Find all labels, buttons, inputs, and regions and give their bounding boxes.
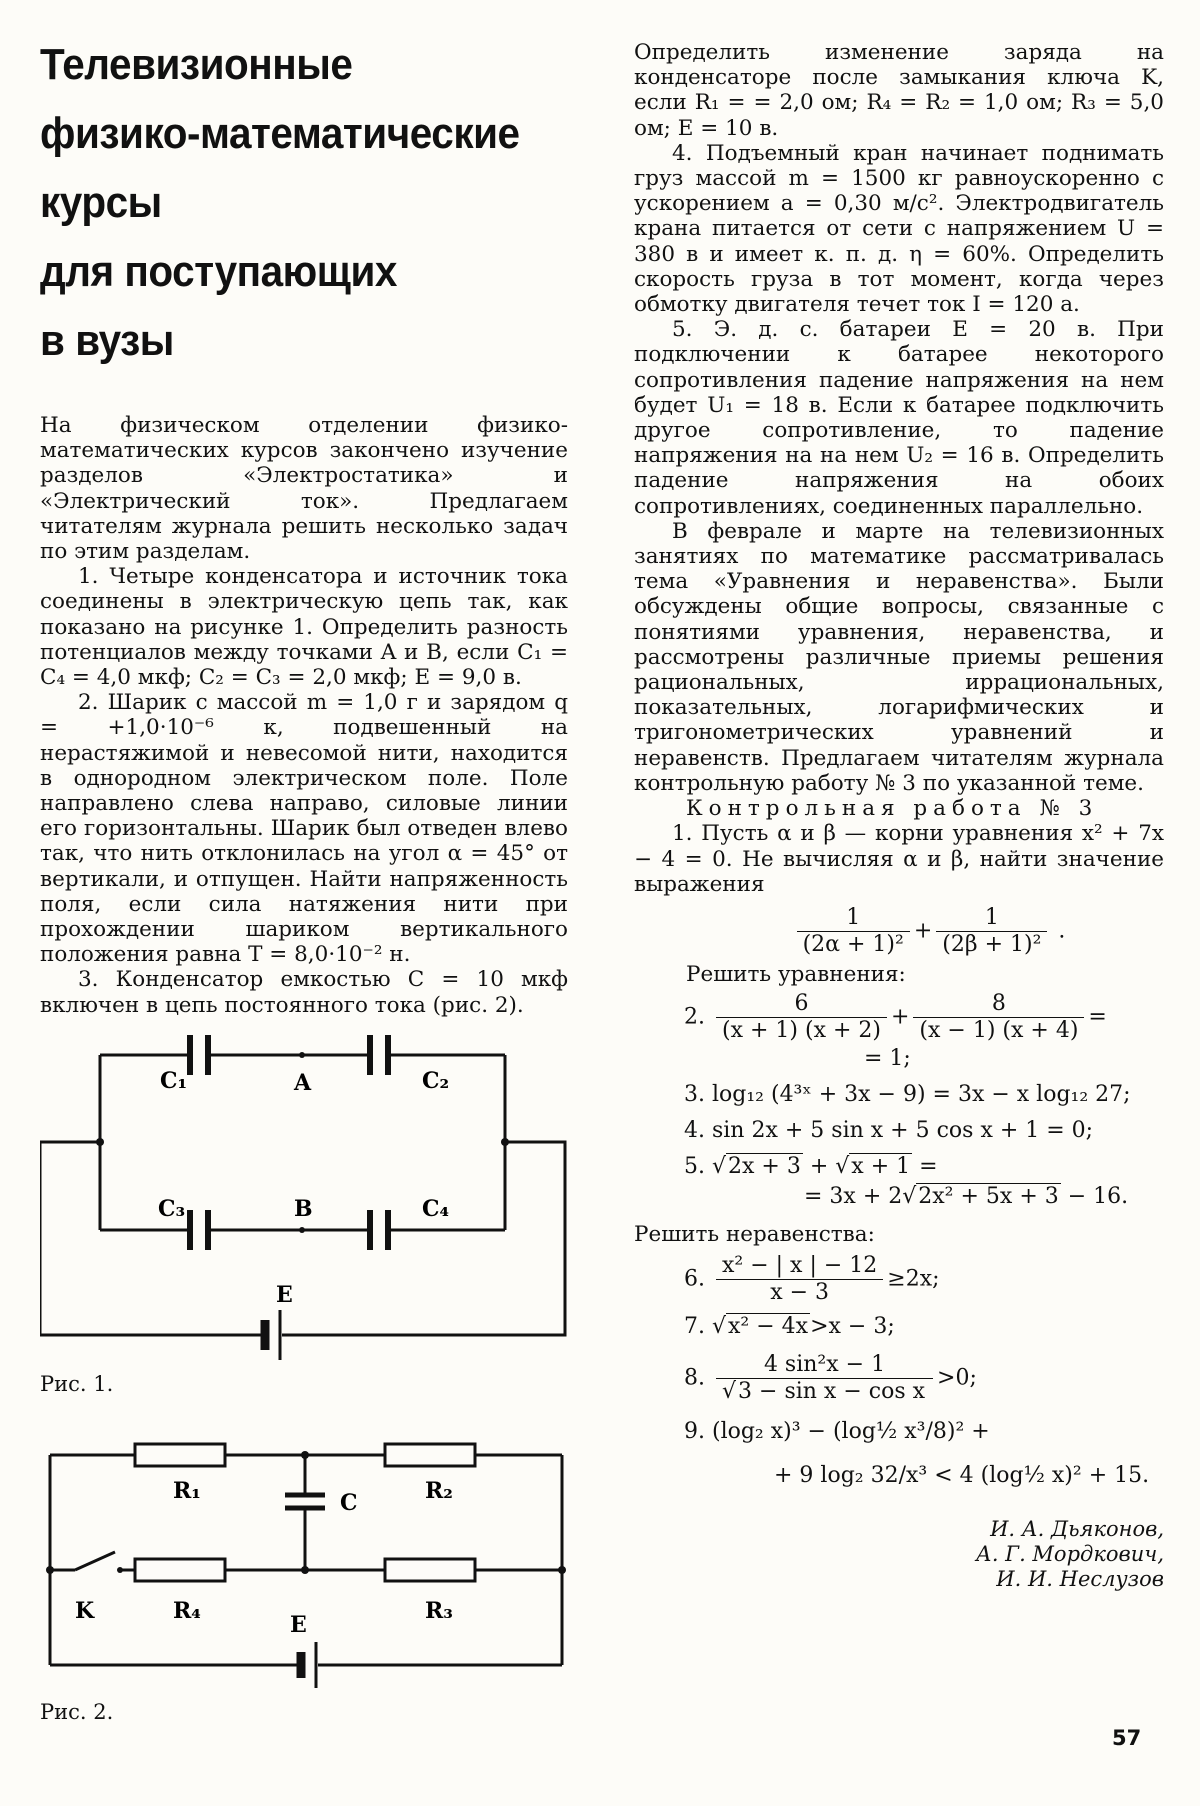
expr-part: >0; bbox=[937, 1365, 977, 1391]
task-4: 4. sin 2x + 5 sin x + 5 cos x + 1 = 0; bbox=[684, 1118, 1094, 1144]
task-5-line2: = 3x + 2√2x² + 5x + 3 − 16. bbox=[804, 1184, 1129, 1210]
task-number: 2. bbox=[684, 1004, 705, 1030]
task-1: 1. Пусть α и β — корни уравнения x² + 7x − 4 = 0. Не вычисляя α и β, найти значение выражения bbox=[634, 821, 1164, 897]
frac-den: (x + 1) (x + 2) bbox=[722, 1018, 881, 1044]
radicand: 2x² + 5x + 3 bbox=[918, 1184, 1059, 1210]
problem-1: 1. Четыре конденсатора и источник тока соединены в электрическую цепь так, как показано на рисунке 1. Определить разность потенциалов между точками A и B, если C₁ = C₄ = 4,0 мкф; C₂ = C₃ = 2,0 мкф; E = 9,0 в. bbox=[40, 564, 568, 691]
expr-part: − 16. bbox=[1067, 1184, 1129, 1210]
label-a: A bbox=[294, 1070, 312, 1096]
title-line: в вузы bbox=[40, 316, 174, 365]
author-name: И. А. Дьяконов, bbox=[990, 1517, 1164, 1542]
frac-den: (2α + 1)² bbox=[802, 931, 904, 957]
task-number: 7. bbox=[684, 1314, 705, 1340]
radicand: x² − 4x bbox=[728, 1314, 809, 1340]
frac-num: 6 bbox=[716, 991, 887, 1018]
point-a-dot bbox=[299, 1052, 305, 1058]
left-column bbox=[40, 40, 568, 1018]
task-6 bbox=[684, 1253, 1164, 1306]
task-7: 7. √x² − 4x>x − 3; bbox=[684, 1314, 895, 1340]
task-3: 3. log₁₂ (4³ˣ + 3x − 9) = 3x − x log₁₂ 27; bbox=[684, 1082, 1131, 1108]
expr-part: ≥2x; bbox=[887, 1266, 940, 1292]
switch-contact bbox=[117, 1567, 123, 1573]
label-r2: R₂ bbox=[425, 1478, 453, 1504]
label-b: B bbox=[294, 1196, 313, 1222]
title-line: курсы bbox=[40, 178, 162, 227]
figure-2-circuit bbox=[40, 1420, 580, 1710]
frac-den: √3 − sin x − cos x bbox=[722, 1379, 926, 1405]
task-number: 6. bbox=[684, 1266, 705, 1292]
task-1-expression: $\frac{1}{\text{(2α + 1)²}}$ + $\frac{1}{\text{(2β + 1)²}}$ . bbox=[694, 905, 1164, 958]
expr-part: = 3x + 2 bbox=[804, 1184, 903, 1210]
authors bbox=[634, 1517, 1164, 1592]
junction-dot bbox=[501, 1138, 509, 1146]
frac-den: x − 3 bbox=[770, 1280, 830, 1306]
task-2: 2. $\frac{6}{(x + 1) (x + 2)}$ + $\frac{8}{(x - 1) (x + 4)}$ = bbox=[684, 991, 1107, 1044]
expr-part: >x − 3; bbox=[810, 1314, 895, 1340]
title-line: для поступающих bbox=[40, 247, 397, 296]
junction-dot bbox=[301, 1566, 309, 1574]
radicand: x + 1 bbox=[851, 1154, 911, 1180]
figure-1-circuit bbox=[40, 1030, 580, 1365]
page-title bbox=[40, 30, 526, 375]
label-r4: R₄ bbox=[173, 1598, 201, 1624]
radicand: 3 − sin x − cos x bbox=[738, 1379, 926, 1405]
task-5: 5. √2x + 3 + √x + 1 = bbox=[684, 1154, 938, 1180]
label-k: K bbox=[75, 1598, 95, 1624]
figure-1-caption: Рис. 1. bbox=[40, 1372, 114, 1396]
problem-3-start: 3. Конденсатор емкостью C = 10 мкф включен в цепь постоянного тока (рис. 2). bbox=[40, 967, 568, 1018]
label-e2: E bbox=[290, 1612, 307, 1638]
radicand: 2x + 3 bbox=[728, 1154, 801, 1180]
task-number: 5. bbox=[684, 1154, 705, 1180]
equals-sign: = bbox=[919, 1154, 938, 1180]
math-intro: В феврале и марте на телевизионных занятиях по математике рассматривалась тема «Уравнения и неравенства». Были обсуждены общие вопросы, связанные с понятиями уравнения, неравенства, и рассмотрены различные приемы решения рациональных, иррациональных, показательных, логарифмических и тригонометрических уравнений и неравенств. Предлагаем читателям журнала контрольную работу № 3 по указанной теме. bbox=[634, 518, 1164, 796]
solve-inequalities-heading: Решить неравенства: bbox=[634, 1222, 875, 1248]
author-name: А. Г. Мордкович, bbox=[975, 1542, 1164, 1567]
task-8 bbox=[684, 1352, 1164, 1405]
problem-3-end: Определить изменение заряда на конденсаторе после замыкания ключа K, если R₁ = = 2,0 ом; R₄ = R₂ = 1,0 ом; R₃ = 5,0 ом; E = 10 в. bbox=[634, 40, 1164, 141]
problem-5: 5. Э. д. с. батареи E = 20 в. При подключении к батарее некоторого сопротивления падение напряжения на нем будет U₁ = 18 в. Если к батарее подключить другое сопротивление, то падение напряжения на на нем U₂ = 16 в. Определить падение напряжения на обоих сопротивлениях, соединенных параллельно. bbox=[634, 317, 1164, 519]
task-2-tail: = 1; bbox=[864, 1046, 911, 1072]
solve-equations-heading: Решить уравнения: bbox=[686, 961, 906, 987]
control-work-title: Контрольная работа № 3 bbox=[686, 796, 1099, 822]
junction-dot bbox=[46, 1566, 54, 1574]
problem-2: 2. Шарик с массой m = 1,0 г и зарядом q = +1,0·10⁻⁶ к, подвешенный на нерастяжимой и невесомой нити, находится в однородном электрическом поле. Поле направлено слева направо, силовые линии его горизонтальны. Шарик был отведен влево так, что нить отклонилась на угол α = 45° от вертикали, и отпущен. Найти напряженность поля, если сила натяжения нити при прохождении шариком вертикального положения равна T = 8,0·10⁻² н. bbox=[40, 690, 568, 968]
figure-2-caption: Рис. 2. bbox=[40, 1700, 114, 1724]
title-line: Телевизионные bbox=[40, 40, 353, 89]
right-column bbox=[634, 40, 1164, 1592]
label-r3: R₃ bbox=[425, 1598, 453, 1624]
frac-num: 1 bbox=[797, 905, 910, 932]
frac-num: 8 bbox=[913, 991, 1084, 1018]
title-line: физико-математические bbox=[40, 109, 520, 158]
intro-paragraph: На физическом отделении физико-математических курсов закончено изучение разделов «Электростатика» и «Электрический ток». Предлагаем читателям журнала решить несколько задач по этим разделам. bbox=[40, 413, 568, 565]
label-c3: C₃ bbox=[158, 1196, 186, 1222]
problem-4: 4. Подъемный кран начинает поднимать груз массой m = 1500 кг равноускоренно с ускорением a = 0,30 м/с². Электродвигатель крана питается от сети с напряжением U = 380 в и имеет к. п. д. η = 60%. Определить скорость груза в тот момент, когда через обмотку двигателя течет ток I = 120 а. bbox=[634, 140, 1164, 318]
task-9-line2: + 9 log₂ 32/x³ < 4 (log½ x)² + 15. bbox=[774, 1463, 1150, 1489]
frac-den: (2β + 1)² bbox=[942, 931, 1042, 957]
page-number: 57 bbox=[1112, 1726, 1142, 1750]
junction-dot bbox=[96, 1138, 104, 1146]
author-name: И. И. Нeслузов bbox=[996, 1567, 1164, 1592]
label-e: E bbox=[276, 1282, 293, 1308]
point-b-dot bbox=[299, 1227, 305, 1233]
task-9-line1: 9. (log₂ x)³ − (log½ x³/8)² + bbox=[684, 1419, 990, 1445]
label-c: C bbox=[340, 1490, 358, 1516]
frac-num: 4 sin²x − 1 bbox=[716, 1352, 933, 1379]
frac-num: x² − | x | − 12 bbox=[716, 1253, 883, 1280]
junction-dot bbox=[558, 1566, 566, 1574]
label-c1: C₁ bbox=[160, 1068, 188, 1094]
label-c2: C₂ bbox=[422, 1068, 450, 1094]
frac-num: 1 bbox=[936, 905, 1047, 932]
task-number: 8. bbox=[684, 1365, 705, 1391]
label-r1: R₁ bbox=[173, 1478, 201, 1504]
junction-dot bbox=[301, 1451, 309, 1459]
frac-den: (x − 1) (x + 4) bbox=[919, 1018, 1079, 1044]
label-c4: C₄ bbox=[422, 1196, 450, 1222]
